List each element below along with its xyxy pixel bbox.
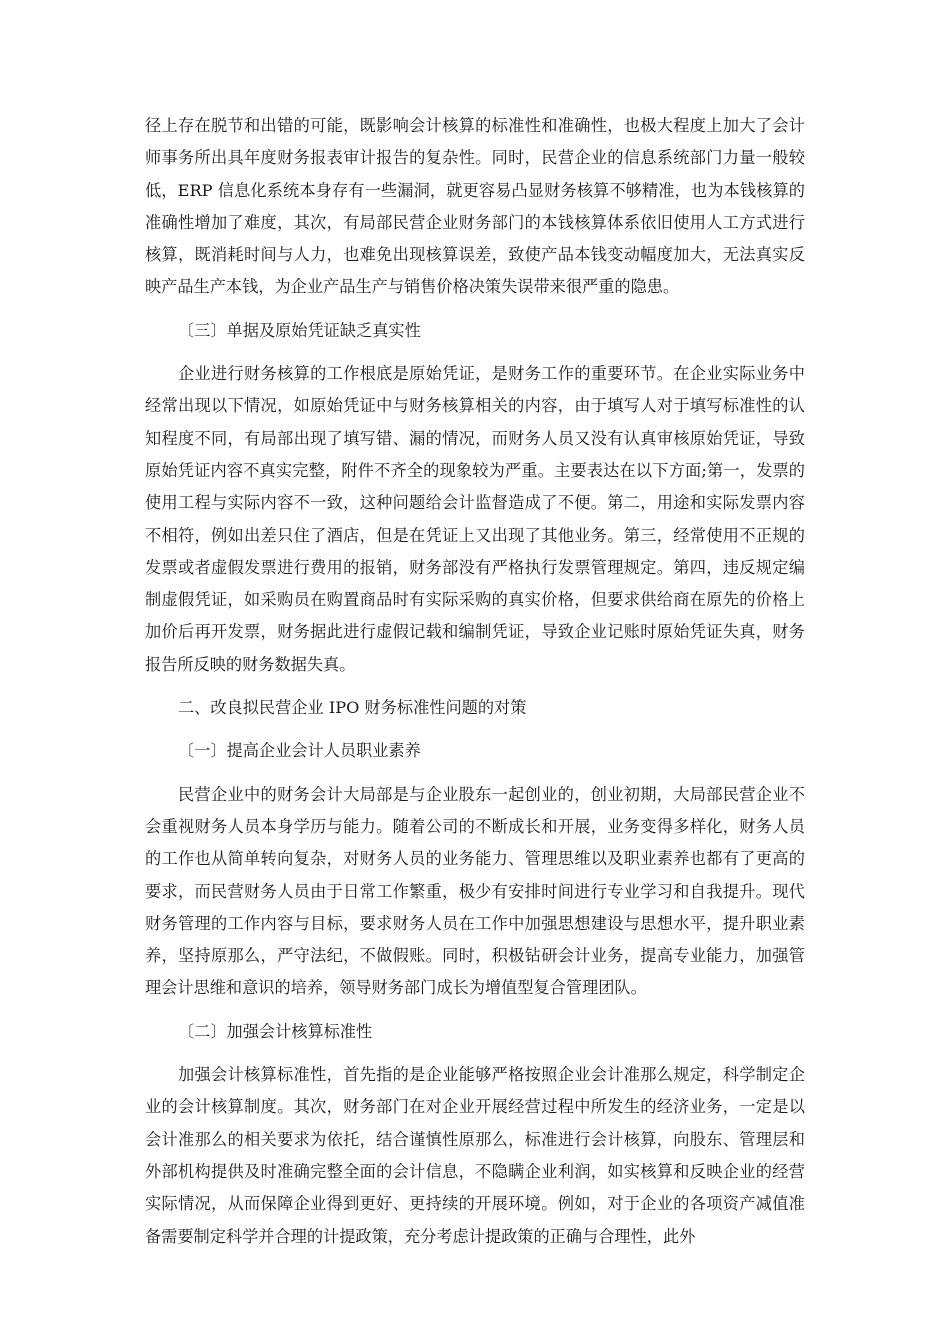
document-page — [145, 110, 805, 1253]
spacer — [145, 1005, 805, 1016]
section-heading-2: 〔二〕加强会计核算标准性 — [178, 1021, 373, 1041]
section-heading-1: 〔一〕提高企业会计人员职业素养 — [178, 741, 421, 761]
spacer — [145, 681, 805, 692]
spacer — [145, 1048, 805, 1059]
spacer — [145, 347, 805, 358]
paragraph-accounting-staff: 民营企业中的财务会计大局部是与企业股东一起创业的，创业初期，大局部民营企业不会重视财务人员本身学历与能力。随着公司的不断成长和开展，业务变得多样化，财务人员的工作也从简单转向复杂，对财务人员的业务能力、管理思维以及职业素养也都有了更高的要求，而民营财务人员由于日常工作繁重，极少有安排时间进行专业学习和自我提升。现代财务管理的工作内容与目标，要求财务人员在工作中加强思想建设与思想水平，提升职业素养，坚持原那么，严守法纪，不做假账。同时，积极钻研会计业务，提高专业能力，加强管理会计思维和意识的培养，领导财务部门成长为增值型复合管理团队。 — [145, 784, 805, 998]
spacer — [145, 768, 805, 779]
spacer — [145, 724, 805, 735]
paragraph-cost-accounting: 径上存在脱节和出错的可能，既影响会计核算的标准性和准确性，也极大程度上加大了会计师事务所出具年度财务报表审计报告的复杂性。同时，民营企业的信息系统部门力量一般较低，ERP 信息化系统本身存有一些漏洞，就更容易凸显财务核算不够精准，也为本钱核算的准确性增加了难度，其次，有局部民营企业财务部门的本钱核算体系依旧使用人工方式进行核算，既消耗时间与人力，也难免出现核算误差，致使产品本钱变动幅度加大，无法真实反映产品生产本钱，为企业产品生产与销售价格决策失误带来很严重的隐患。 — [145, 116, 805, 297]
paragraph-accounting-standards: 加强会计核算标准性，首先指的是企业能够严格按照企业会计准那么规定，科学制定企业的会计核算制度。其次，财务部门在对企业开展经营过程中所发生的经济业务，一定是以会计准那么的相关要求为依托，结合谨慎性原那么，标准进行会计核算，向股东、管理层和外部机构提供及时准确完整全面的会计信息，不隐瞒企业利润，如实核算和反映企业的经营实际情况，从而保障企业得到更好、更持续的开展环境。例如，对于企业的各项资产减值准备需要制定科学并合理的计提政策，充分考虑计提政策的正确与合理性，此外 — [145, 1065, 805, 1246]
chapter-heading-2: 二、改良拟民营企业 IPO 财务标准性问题的对策 — [178, 698, 527, 718]
paragraph-original-vouchers: 企业进行财务核算的工作根底是原始凭证，是财务工作的重要环节。在企业实际业务中经常出现以下情况，如原始凭证中与财务核算相关的内容，由于填写人对于填写标准性的认知程度不同，有局部出现了填写错、漏的情况，而财务人员又没有认真审核原始凭证，导致原始凭证内容不真实完整，附件不齐全的现象较为严重。主要表达在以下方面;第一，发票的使用工程与实际内容不一致，这种问题给会计监督造成了不便。第二，用途和实际发票内容不相符，例如出差只住了酒店，但是在凭证上又出现了其他业务。第三，经常使用不正规的发票或者虚假发票进行费用的报销，财务部没有严格执行发票管理规定。第四，违反规定编制虚假凭证，如采购员在购置商品时有实际采购的真实价格，但要求供给商在原先的价格上加价后再开发票，财务据此进行虚假记载和编制凭证，导致企业记账时原始凭证失真，财务报告所反映的财务数据失真。 — [145, 364, 805, 674]
section-heading-3: 〔三〕单据及原始凭证缺乏真实性 — [178, 320, 421, 340]
spacer — [145, 304, 805, 315]
